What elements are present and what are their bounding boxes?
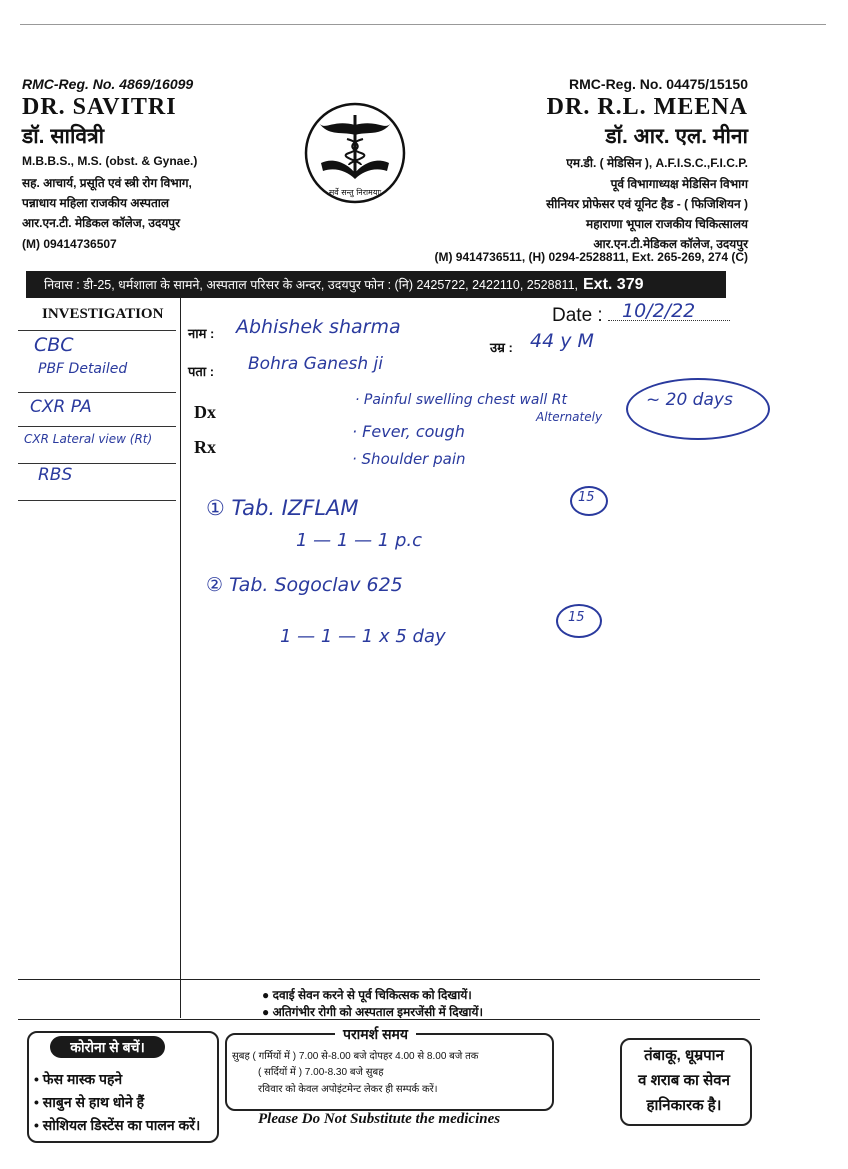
complaint-1: · Painful swelling chest wall Rt [355,392,567,408]
investigation-line [18,392,176,393]
left-doctor-line1: सह. आचार्य, प्रसूति एवं स्त्री रोग विभाग, [22,176,192,190]
caduceus-logo [303,101,407,205]
investigation-label: INVESTIGATION [42,306,164,322]
consultation-line-3: रविवार को केवल अपोइंटमेन्ट लेकर ही सम्पर्क करें। [258,1084,438,1095]
tobacco-line-2: व शराब का सेवन [638,1072,730,1089]
date-value: 10/2/22 [622,300,696,322]
investigation-line [18,330,176,331]
address-ext: Ext. 379 [583,275,644,293]
complaint-note: Alternately [536,410,603,424]
investigation-line [18,426,176,427]
corona-item: • फेस मास्क पहने [34,1071,123,1087]
investigation-line [18,500,176,501]
investigation-divider [180,298,181,1018]
investigation-item: RBS [38,465,73,485]
investigation-item: CBC [34,334,74,356]
address-text: निवास : डी-25, धर्मशाला के सामने, अस्पताल परिसर के अन्दर, उदयपुर फोन : (नि) 2425722, 2422110, 2528811, [44,278,578,292]
consultation-line-2: ( सर्दियों में ) 7.00-8.30 बजे सुबह [258,1067,384,1078]
corona-list [34,1068,200,1137]
address-label: पता : [188,364,215,379]
left-doctor-block [22,76,197,251]
duration: ~ 20 days [646,390,733,410]
right-doctor-line1: पूर्व विभागाध्यक्ष मेडिसिन विभाग [610,177,748,191]
right-doctor-line2: सीनियर प्रोफेसर एवं यूनिट हैड - ( फिजिशियन ) [546,197,748,211]
patient-age: 44 y M [530,330,594,352]
right-doctor-name-en: DR. R.L. MEENA [546,94,748,120]
investigation-item: PBF Detailed [38,361,128,377]
substitute-note: Please Do Not Substitute the medicines [258,1111,501,1127]
address-bar [26,271,726,298]
right-doctor-block [546,76,748,252]
right-doctor-name-hi: डॉ. आर. एल. मीना [605,125,748,148]
footer-note-2: ● अतिगंभीर रोगी को अस्पताल इमरजेंसी में दिखायें। [262,1005,484,1019]
right-doctor-line3: महाराणा भूपाल राजकीय चिकित्सालय [586,217,748,231]
patient-name: Abhishek sharma [236,316,401,338]
left-doctor-degree: M.B.B.S., M.S. (obst. & Gynae.) [22,154,198,168]
complaint-2: · Fever, cough [352,422,465,441]
corona-title: कोरोना से बचें। [50,1036,165,1058]
page-edge [20,24,826,25]
left-doctor-name-en: DR. SAVITRI [22,94,177,120]
age-label: उम्र : [490,340,513,355]
corona-item: • साबुन से हाथ धोने हैं [34,1094,145,1110]
mark-1: 15 [578,490,595,505]
mark-2: 15 [568,610,585,625]
consultation-line-1: सुबह ( गर्मियों में ) 7.00 से-8.00 बजे दोपहर 4.00 से 8.00 बजे तक [232,1051,479,1062]
medication-1-dose: 1 — 1 — 1 p.c [296,530,423,551]
dx-label: Dx [194,402,216,422]
footer-note-1: ● दवाई सेवन करने से पूर्व चिकित्सक को दिखायें। [262,988,472,1002]
tobacco-text [620,1043,748,1118]
right-doctor-phones: (M) 9414736511, (H) 0294-2528811, Ext. 265-269, 274 (C) [434,250,748,264]
investigation-item: CXR Lateral view (Rt) [24,432,153,446]
left-doctor-line2: पन्नाधाय महिला राजकीय अस्पताल [22,196,170,210]
right-doctor-degree: एम.डी. ( मेडिसिन ), A.F.I.S.C.,F.I.C.P. [566,156,748,170]
medication-2: ② Tab. Sogoclav 625 [206,574,403,596]
rx-label: Rx [194,437,216,457]
consultation-title: परामर्श समय [335,1025,416,1044]
complaint-3: · Shoulder pain [352,450,466,468]
left-doctor-line3: आर.एन.टी. मेडिकल कॉलेज, उदयपुर [22,216,181,230]
medication-2-dose: 1 — 1 — 1 x 5 day [280,626,446,647]
left-doctor-name-hi: डॉ. सावित्री [22,125,105,148]
footer-divider-top [18,979,760,980]
date-label: Date : [552,305,603,326]
patient-address: Bohra Ganesh ji [248,354,383,374]
name-label: नाम : [188,326,215,341]
investigation-item: CXR PA [30,397,92,417]
right-reg-number: RMC-Reg. No. 04475/15150 [569,76,748,92]
tobacco-line-3: हानिकारक है। [646,1097,722,1114]
right-doctor-line4: आर.एन.टी.मेडिकल कॉलेज, उदयपुर [593,237,748,251]
medication-1: ① Tab. IZFLAM [206,496,359,520]
logo-motto: सर्वे सन्तु निरामयाः [328,188,382,197]
corona-item: • सोशियल डिस्टेंस का पालन करें। [34,1117,201,1133]
investigation-line [18,463,176,464]
left-doctor-mobile: (M) 09414736507 [22,237,117,251]
left-reg-number: RMC-Reg. No. 4869/16099 [22,76,194,92]
tobacco-line-1: तंबाकू, धूम्रपान [644,1047,724,1064]
